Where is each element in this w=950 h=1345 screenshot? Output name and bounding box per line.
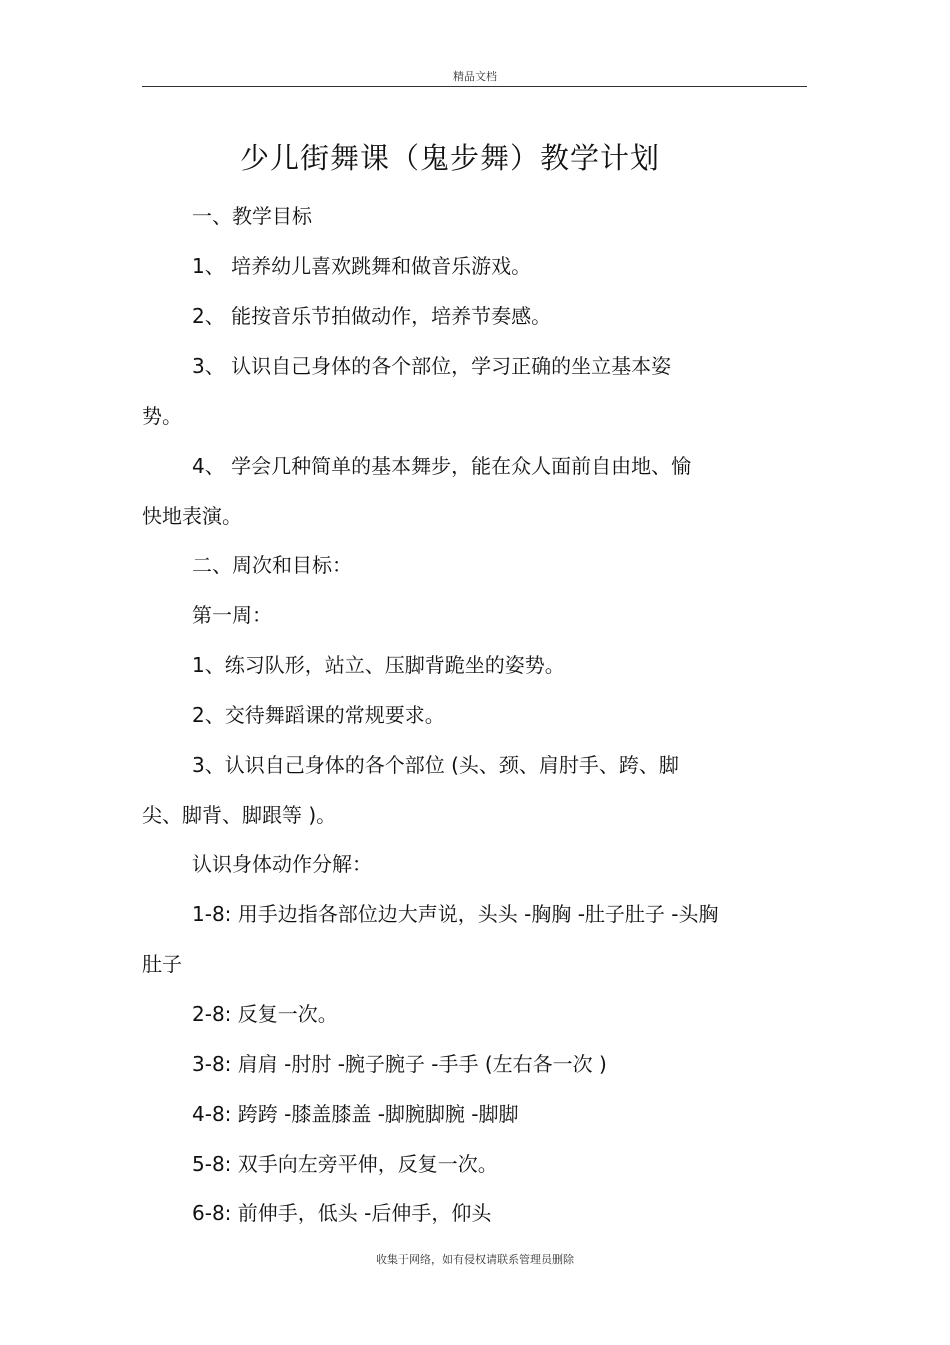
body-line: 4-8: 跨跨 -膝盖膝盖 -脚腕脚腕 -脚脚	[192, 1102, 519, 1126]
body-line: 1、练习队形，站立、压脚背跪坐的姿势。	[192, 653, 565, 677]
section-heading: 一、教学目标	[192, 204, 312, 228]
body-line-continued: 尖、脚背、脚跟等 )。	[142, 803, 337, 827]
header-rule	[142, 86, 807, 87]
document-title: 少儿街舞课（鬼步舞）教学计划	[239, 141, 660, 175]
body-line: 1、 培养幼儿喜欢跳舞和做音乐游戏。	[192, 254, 532, 278]
body-line: 5-8: 双手向左旁平伸，反复一次。	[192, 1152, 498, 1176]
body-line: 3、认识自己身体的各个部位 (头、颈、肩肘手、跨、脚	[192, 753, 679, 777]
header-text: 精品文档	[453, 70, 497, 83]
page-footer: 收集于网络，如有侵权请联系管理员删除	[376, 1253, 574, 1266]
body-line-continued: 势。	[142, 404, 182, 428]
body-line: 3、 认识自己身体的各个部位，学习正确的坐立基本姿	[192, 354, 672, 378]
week-heading: 第一周：	[192, 603, 272, 627]
body-line: 4、 学会几种简单的基本舞步，能在众人面前自由地、愉	[192, 454, 692, 478]
body-line: 1-8: 用手边指各部位边大声说，头头 -胸胸 -肚子肚子 -头胸	[192, 902, 719, 926]
body-line: 6-8: 前伸手，低头 -后伸手，仰头	[192, 1201, 492, 1225]
body-line: 2-8: 反复一次。	[192, 1002, 338, 1026]
body-line-continued: 肚子	[142, 952, 182, 976]
body-line: 认识身体动作分解：	[192, 852, 372, 876]
body-line: 2、 能按音乐节拍做动作，培养节奏感。	[192, 304, 552, 328]
body-line-continued: 快地表演。	[142, 504, 242, 528]
body-line: 3-8: 肩肩 -肘肘 -腕子腕子 -手手 (左右各一次 )	[192, 1052, 607, 1076]
body-line: 2、交待舞蹈课的常规要求。	[192, 703, 445, 727]
section-heading: 二、周次和目标：	[192, 553, 352, 577]
